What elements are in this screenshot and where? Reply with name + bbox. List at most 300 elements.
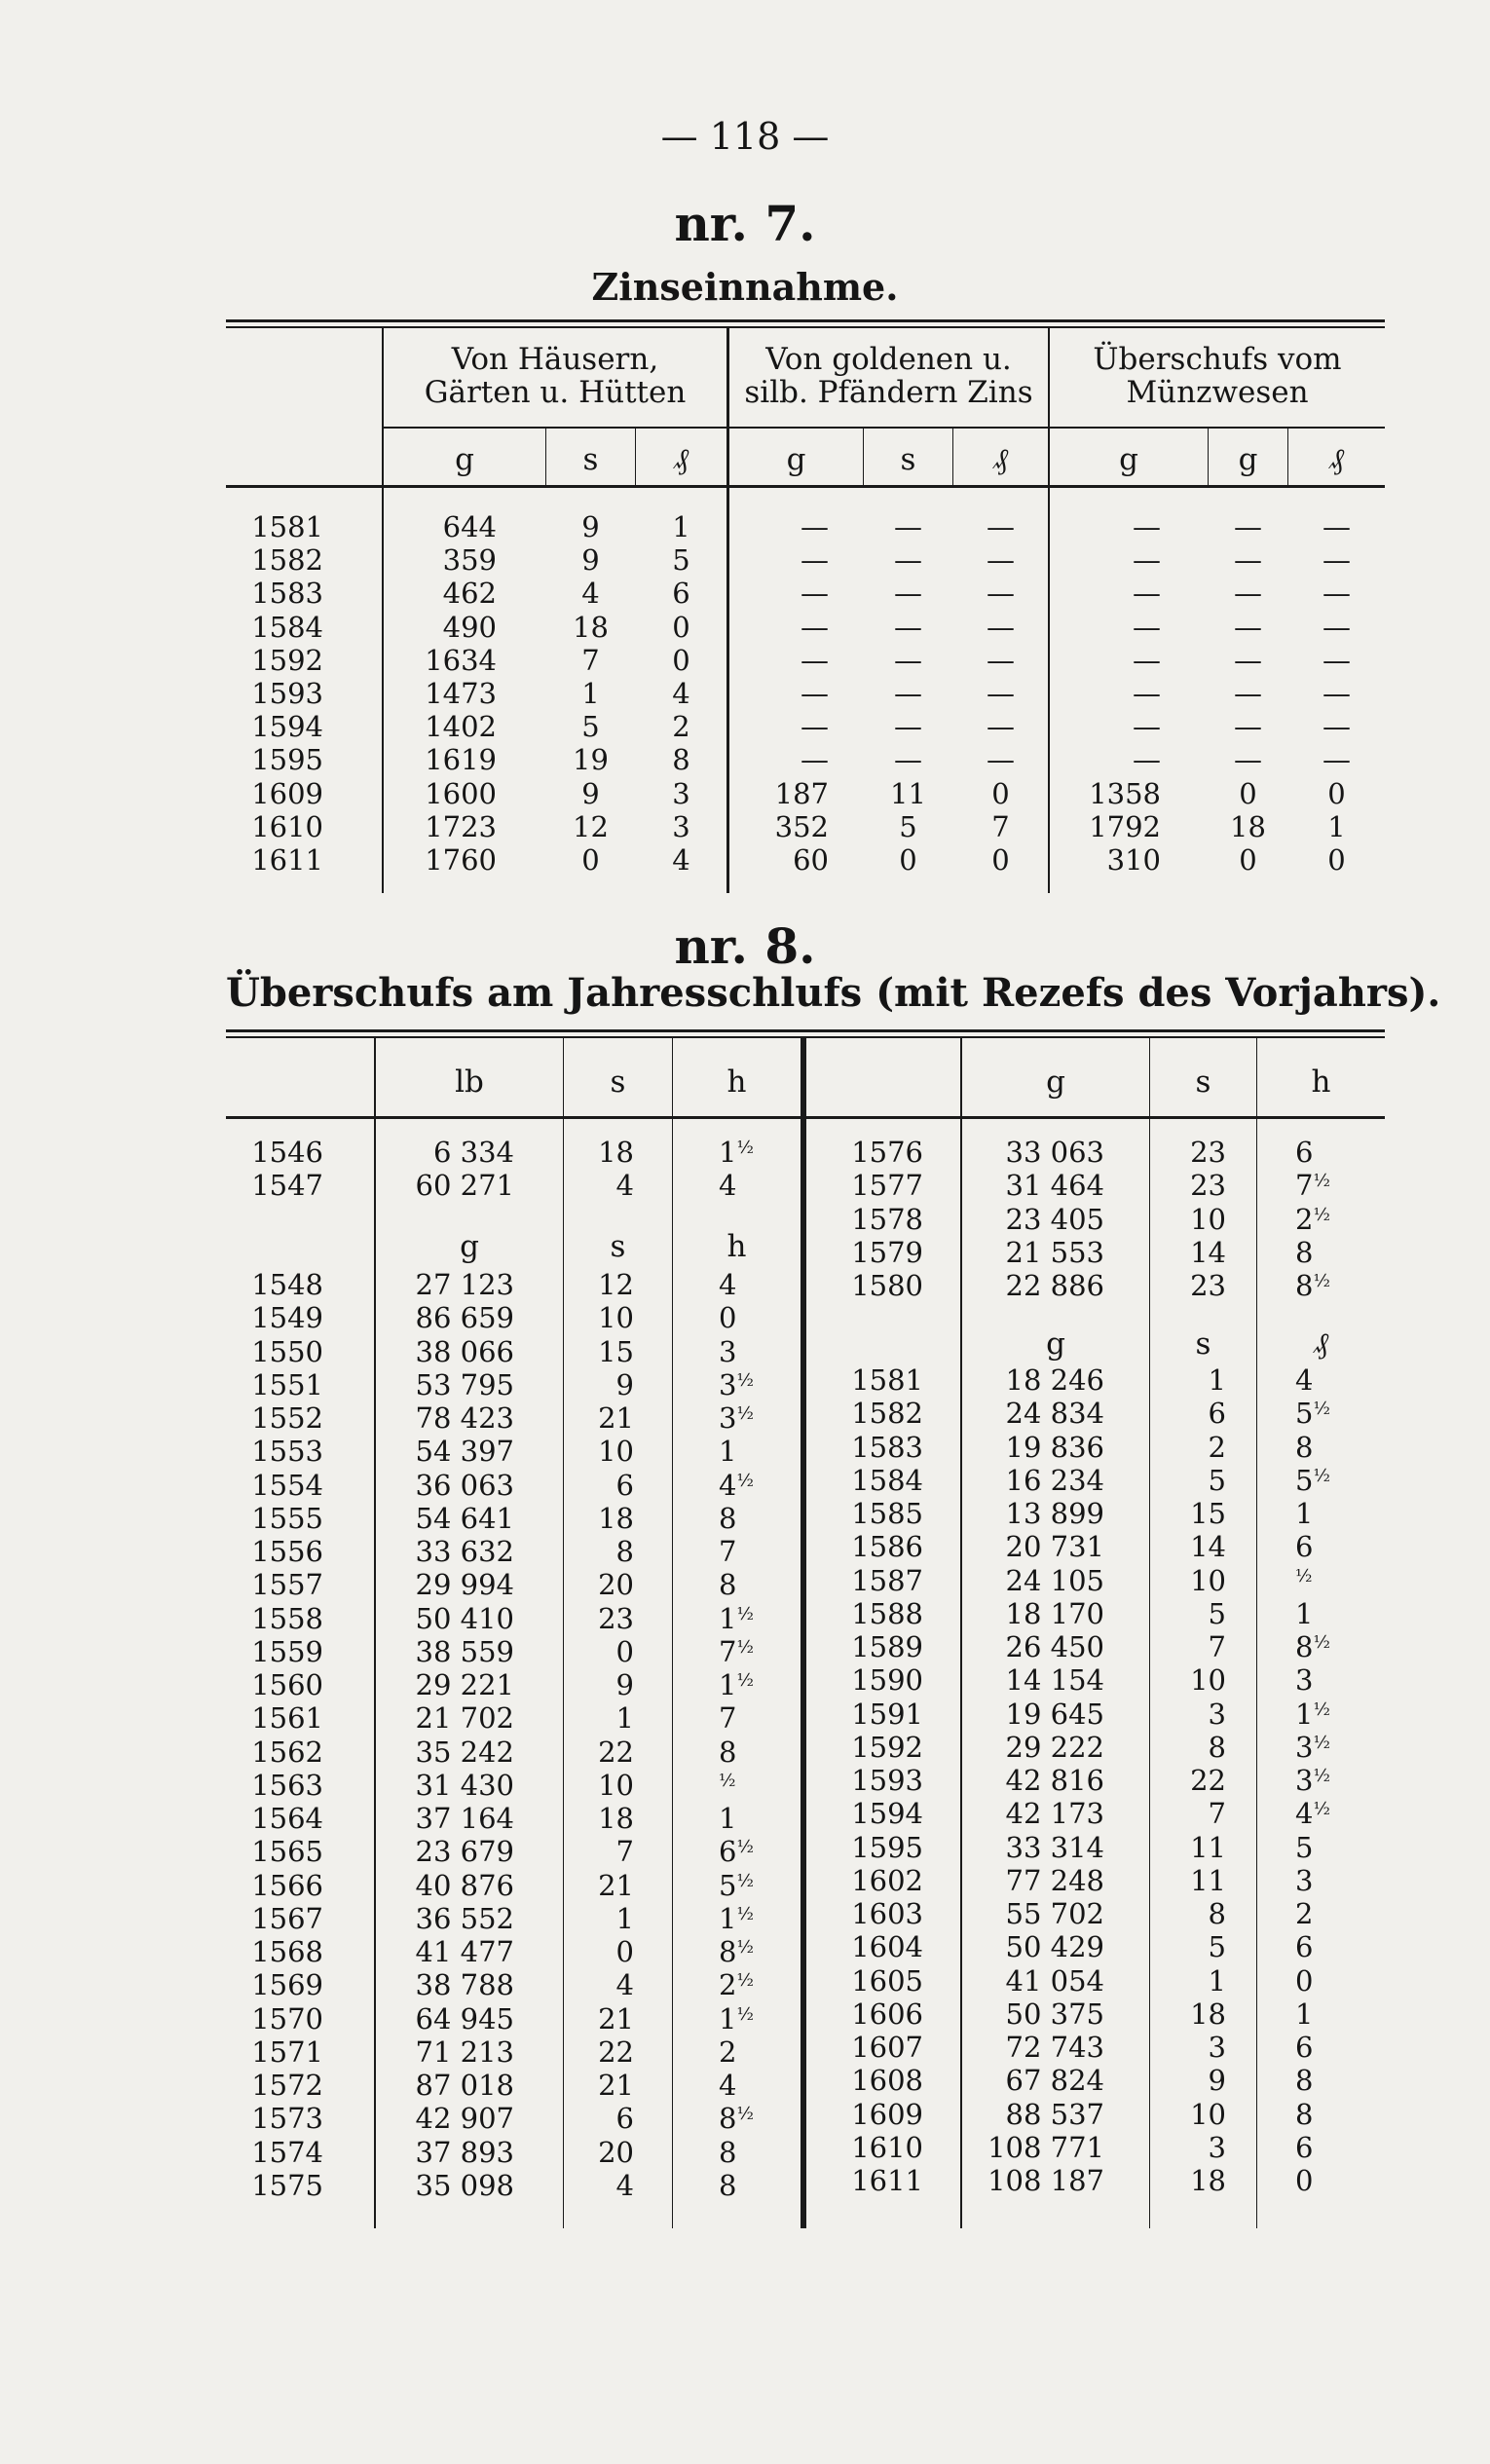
table7-value-cell: — xyxy=(894,610,922,644)
table8-value-cell: 108 771 xyxy=(987,2130,1104,2164)
table8-value-cell: 10 xyxy=(1190,1202,1226,1236)
table8-value-cell xyxy=(719,2035,797,2069)
table8-fraction: ½ xyxy=(736,1970,754,1992)
table7-value-cell: — xyxy=(1322,610,1351,644)
table8-value-cell: 18 246 xyxy=(1005,1363,1104,1397)
table8-year-cell: 1595 xyxy=(851,1830,923,1864)
table8-value-cell: 12 xyxy=(598,1268,634,1301)
table8-year-cell: 1603 xyxy=(851,1897,923,1930)
table7-value-cell: — xyxy=(1133,510,1161,543)
table8-value-cell: 19 836 xyxy=(1005,1430,1104,1464)
table8-year-cell: 1608 xyxy=(851,2064,923,2098)
table8-whole-part: 7 xyxy=(719,1535,737,1568)
table8-whole-part: 7 xyxy=(1295,1169,1314,1203)
table8-value-cell xyxy=(1295,1464,1383,1497)
table8-value-cell: 37 164 xyxy=(415,1802,514,1835)
table7-value-cell: 19 xyxy=(573,743,609,777)
table8-year-cell: 1609 xyxy=(851,2097,923,2131)
table8-value-cell: 21 xyxy=(598,1868,634,1902)
table7-unit-label: g xyxy=(455,442,474,477)
table8-value-cell: 7 xyxy=(1208,1797,1226,1831)
table8-value-cell xyxy=(1295,1831,1383,1864)
table8-value-cell: 14 154 xyxy=(1005,1663,1104,1698)
table7-unit-label: g xyxy=(1119,442,1138,477)
table7-value-cell: 6 xyxy=(672,577,690,611)
table8-value-cell: 38 066 xyxy=(415,1334,514,1368)
table8-year-cell: 1607 xyxy=(851,2031,923,2064)
table8-year-cell: 1581 xyxy=(851,1363,923,1397)
table8-value-cell xyxy=(719,1469,797,1502)
table7-value-cell: 3 xyxy=(672,809,690,843)
table7-year-cell: 1611 xyxy=(251,843,323,877)
table8-year-cell: 1587 xyxy=(851,1563,923,1597)
table8-value-cell: 23 405 xyxy=(1005,1202,1104,1236)
table7-value-cell: — xyxy=(894,743,922,777)
table7-value-cell: — xyxy=(1234,677,1262,710)
table8-value-cell: 4 xyxy=(615,1968,634,2002)
table7-value-cell: 1792 xyxy=(1089,809,1161,843)
table8-value-cell: 31 430 xyxy=(415,1768,514,1802)
table8-whole-part: 6 xyxy=(1295,1930,1314,1964)
table8-fraction: ½ xyxy=(736,1636,754,1658)
table8-value-cell: 6 xyxy=(615,1468,634,1502)
table8-value-cell: 64 945 xyxy=(415,2001,514,2035)
table7-unit-label: g xyxy=(1238,442,1258,477)
table8-mid-unit-label: g xyxy=(1046,1326,1065,1362)
table8-year-cell: 1547 xyxy=(251,1169,323,1203)
table7-value-cell: 359 xyxy=(442,543,497,578)
table8-year-cell: 1560 xyxy=(251,1668,323,1701)
table7-value-cell: — xyxy=(987,577,1015,611)
table8-year-cell: 1564 xyxy=(251,1802,323,1835)
table7-value-cell: — xyxy=(987,610,1015,644)
table7-value-cell: 4 xyxy=(581,577,600,611)
table8-value-cell: 11 xyxy=(1190,1863,1226,1897)
table8-value-cell: 3 xyxy=(1208,1697,1226,1731)
table8-value-cell: 1 xyxy=(1208,1363,1226,1397)
table7-unit-label: s xyxy=(900,442,916,477)
table8-whole-part: 1 xyxy=(719,1136,737,1169)
table7-value-cell: 1 xyxy=(581,677,600,710)
table8-year-cell: 1605 xyxy=(851,1963,923,1997)
table7-title: Zinseinnahme. xyxy=(591,265,899,309)
table7-value-cell: — xyxy=(1133,610,1161,644)
table8-value-cell xyxy=(1295,1397,1383,1430)
table8-value-cell xyxy=(719,1401,797,1435)
table8-value-cell xyxy=(719,2169,797,2202)
table8-fraction: ½ xyxy=(1295,1565,1313,1587)
table8-value-cell: 41 054 xyxy=(1005,1963,1104,1997)
table8-whole-part: 2 xyxy=(719,1968,737,2002)
table7-value-cell: — xyxy=(1234,710,1262,744)
table8-year-cell: 1571 xyxy=(251,2035,323,2069)
table7-value-cell: — xyxy=(1234,510,1262,543)
table8-value-cell xyxy=(719,1802,797,1835)
table8-whole-part: 2 xyxy=(719,2035,737,2069)
table8-value-cell xyxy=(719,2002,797,2035)
table8-whole-part: 8 xyxy=(1295,2097,1314,2131)
table7-value-cell: — xyxy=(894,710,922,744)
table8-value-cell: 20 xyxy=(598,1568,634,1602)
table7-value-cell: — xyxy=(987,710,1015,744)
table8-year-cell: 1577 xyxy=(851,1169,923,1203)
table7-value-cell: — xyxy=(1133,743,1161,777)
table8-whole-part: 1 xyxy=(719,2001,737,2035)
table8-year-cell: 1569 xyxy=(251,1968,323,2002)
table8-value-cell: 15 xyxy=(1190,1497,1226,1530)
table8-value-cell: 0 xyxy=(615,1634,634,1668)
table8-fraction: ½ xyxy=(1313,1799,1330,1820)
table7-unit-label: g xyxy=(786,442,806,477)
table8-value-cell: 11 xyxy=(1190,1830,1226,1864)
table7-value-cell: — xyxy=(1133,543,1161,578)
table8-value-cell xyxy=(719,1502,797,1535)
table8-value-cell: 23 xyxy=(1190,1169,1226,1203)
table7-year-cell: 1595 xyxy=(251,743,323,777)
table8-whole-part: 6 xyxy=(1295,2031,1314,2064)
table7-value-cell: — xyxy=(1234,543,1262,578)
table8-year-cell: 1586 xyxy=(851,1530,923,1564)
table8-fraction: ½ xyxy=(1313,1399,1330,1420)
table7-value-cell: — xyxy=(1234,643,1262,677)
table8-value-cell: 21 xyxy=(598,2069,634,2102)
table8-value-cell: 10 xyxy=(598,1435,634,1469)
table8-whole-part: 1 xyxy=(719,1901,737,1935)
table8-value-cell: 1 xyxy=(615,1901,634,1935)
table8-whole-part: 3 xyxy=(719,1401,737,1435)
table7-value-cell: 310 xyxy=(1106,843,1161,877)
table8-value-cell: 18 xyxy=(1190,1997,1226,2031)
table8-value-cell xyxy=(1295,1731,1383,1764)
table8-value-cell: 50 429 xyxy=(1005,1930,1104,1964)
table7-value-cell: 1402 xyxy=(425,710,497,744)
table8-value-cell: 26 450 xyxy=(1005,1630,1104,1663)
table8-year-cell: 1562 xyxy=(251,1735,323,1769)
table8-whole-part: 5 xyxy=(719,1868,737,1902)
table7-value-cell: 0 xyxy=(899,843,917,877)
table8-whole-part: 8 xyxy=(719,2168,737,2202)
table8-whole-part: 4 xyxy=(1295,1797,1314,1831)
table8-whole-part: 8 xyxy=(719,1935,737,1968)
table7-group-header: Von goldenen u. silb. Pfändern Zins xyxy=(744,342,1033,410)
table7-value-cell: 1 xyxy=(1327,809,1346,843)
table8-unit-label: lb xyxy=(455,1064,484,1100)
table8-whole-part: 1 xyxy=(1295,1596,1314,1630)
table8-value-cell: 23 xyxy=(1190,1136,1226,1169)
table8-year-cell: 1549 xyxy=(251,1301,323,1335)
table8-whole-part: 6 xyxy=(719,1835,737,1869)
table8-value-cell: 87 018 xyxy=(415,2069,514,2102)
table8-value-cell xyxy=(1295,1564,1383,1597)
table8-value-cell: 23 xyxy=(1190,1269,1226,1302)
table8-value-cell: 21 xyxy=(598,1401,634,1435)
table7-top-rule-2 xyxy=(226,326,1385,328)
table8-value-cell xyxy=(719,2136,797,2169)
table8-value-cell xyxy=(719,1136,797,1169)
table8-value-cell xyxy=(1295,2131,1383,2164)
table8-value-cell: 3 xyxy=(1208,2130,1226,2164)
table8-value-cell xyxy=(1295,1698,1383,1731)
table8-value-cell: 37 893 xyxy=(415,2135,514,2169)
table7-number: nr. 7. xyxy=(674,195,816,252)
table8-value-cell: 0 xyxy=(615,1935,634,1968)
table8-whole-part: 1 xyxy=(1295,1697,1314,1731)
table8-value-cell: 9 xyxy=(615,1367,634,1401)
table8-fraction: ½ xyxy=(736,1937,754,1958)
table8-value-cell xyxy=(719,1169,797,1202)
table8-value-cell: 35 242 xyxy=(415,1735,514,1769)
table8-value-cell: 54 641 xyxy=(415,1501,514,1535)
table8-fraction: ½ xyxy=(736,1403,754,1424)
table8-whole-part: 3 xyxy=(1295,1863,1314,1897)
table7-value-cell: 352 xyxy=(774,809,829,843)
table8-value-cell: 8 xyxy=(1208,1730,1226,1764)
table8-value-cell: 22 886 xyxy=(1005,1269,1104,1302)
table7-value-cell: — xyxy=(987,543,1015,578)
table8-fraction: ½ xyxy=(736,1603,754,1624)
table8-year-cell: 1557 xyxy=(251,1568,323,1602)
table8-value-cell: 14 xyxy=(1190,1530,1226,1564)
table8-unit-label: h xyxy=(726,1064,747,1100)
table8-unit-label: g xyxy=(1046,1064,1065,1100)
table8-year-cell: 1548 xyxy=(251,1268,323,1301)
table8-value-cell xyxy=(719,1635,797,1668)
table8-whole-part: 3 xyxy=(1295,1663,1314,1698)
table8-value-cell: 13 899 xyxy=(1005,1497,1104,1530)
table7-value-cell: — xyxy=(894,677,922,710)
table7-value-cell: — xyxy=(801,643,829,677)
table8-value-cell xyxy=(719,1736,797,1769)
table8-value-cell xyxy=(719,2069,797,2102)
table7-value-cell: — xyxy=(987,677,1015,710)
table8-value-cell: 6 xyxy=(615,2102,634,2136)
table8-whole-part: 3 xyxy=(1295,1764,1314,1797)
table8-value-cell: 20 731 xyxy=(1005,1530,1104,1564)
table8-fraction: ½ xyxy=(1313,1732,1330,1753)
table8-value-cell: 33 314 xyxy=(1005,1830,1104,1864)
table8-fraction: ½ xyxy=(736,1903,754,1924)
table8-fraction: ½ xyxy=(1313,1699,1330,1720)
table8-value-cell xyxy=(1295,1497,1383,1530)
table8-whole-part: 0 xyxy=(1295,1963,1314,1997)
table8-year-cell: 1594 xyxy=(851,1797,923,1831)
table8-value-cell xyxy=(719,1435,797,1468)
table8-value-cell: 50 410 xyxy=(415,1601,514,1635)
table8-value-cell xyxy=(1295,1203,1383,1236)
table8-year-cell: 1554 xyxy=(251,1468,323,1502)
table7-value-cell: — xyxy=(894,577,922,611)
table8-value-cell: 36 552 xyxy=(415,1901,514,1935)
table7-value-cell: — xyxy=(801,677,829,710)
table7-value-cell: 1600 xyxy=(425,776,497,810)
table8-value-cell xyxy=(1295,1997,1383,2031)
table8-value-cell: 10 xyxy=(1190,2097,1226,2131)
table8-fraction: ½ xyxy=(736,1138,754,1158)
table8-fraction: ½ xyxy=(736,1870,754,1891)
table8-value-cell xyxy=(1295,2031,1383,2064)
table8-year-cell: 1551 xyxy=(251,1367,323,1401)
table8-unit-label: s xyxy=(610,1064,626,1100)
table8-whole-part: 1 xyxy=(719,1435,737,1469)
table7-value-cell: — xyxy=(801,543,829,578)
table8-value-cell: 22 xyxy=(598,1735,634,1769)
table8-value-cell xyxy=(719,1968,797,2001)
table8-value-cell xyxy=(1295,1530,1383,1563)
table8-value-cell: 24 105 xyxy=(1005,1563,1104,1597)
table7-value-cell: 1619 xyxy=(425,743,497,777)
table8-year-cell: 1592 xyxy=(851,1730,923,1764)
table8-value-cell: 35 098 xyxy=(415,2168,514,2202)
table8-value-cell xyxy=(1295,1136,1383,1169)
table8-whole-part: 8 xyxy=(1295,1430,1314,1464)
table7-value-cell: 0 xyxy=(581,843,600,877)
table8-value-cell xyxy=(719,1935,797,1968)
table8-year-cell: 1555 xyxy=(251,1501,323,1535)
table8-value-cell: 5 xyxy=(1208,1930,1226,1964)
table8-whole-part: 4 xyxy=(719,1468,737,1502)
table8-value-cell xyxy=(1295,1764,1383,1797)
table8-whole-part: 3 xyxy=(719,1334,737,1368)
table8-value-cell: 42 173 xyxy=(1005,1797,1104,1831)
table8-value-cell: 54 397 xyxy=(415,1435,514,1469)
table8-value-cell: 16 234 xyxy=(1005,1463,1104,1497)
table8-value-cell: 22 xyxy=(598,2035,634,2069)
table8-year-cell: 1565 xyxy=(251,1835,323,1869)
table8-whole-part: 8 xyxy=(719,1501,737,1535)
table8-year-cell: 1553 xyxy=(251,1435,323,1469)
table7-value-cell: 2 xyxy=(672,710,690,744)
table7-value-cell: — xyxy=(987,743,1015,777)
table8-value-cell: 19 645 xyxy=(1005,1697,1104,1731)
page-number: — 118 — xyxy=(660,115,830,158)
table8-value-cell xyxy=(719,1368,797,1401)
table8-number: nr. 8. xyxy=(674,917,816,975)
table7-year-cell: 1584 xyxy=(251,610,323,644)
table8-whole-part: 8 xyxy=(1295,1269,1314,1302)
table7-value-cell: — xyxy=(801,510,829,543)
table8-whole-part: 1 xyxy=(719,1601,737,1635)
table8-whole-part: 8 xyxy=(719,1568,737,1602)
table8-mid-unit-label: g xyxy=(460,1229,479,1264)
table8-value-cell: 38 788 xyxy=(415,1968,514,2002)
table8-year-cell: 1570 xyxy=(251,2001,323,2035)
table8-fraction: ½ xyxy=(736,1369,754,1391)
table8-value-cell: 86 659 xyxy=(415,1301,514,1335)
table8-whole-part: 8 xyxy=(1295,2064,1314,2098)
table7-value-cell: 8 xyxy=(672,743,690,777)
table8-fraction: ½ xyxy=(1313,1171,1330,1192)
table8-center-rule xyxy=(801,1038,806,2228)
table7-value-cell: 0 xyxy=(1239,843,1257,877)
table7-group-header: Von Häusern, Gärten u. Hütten xyxy=(424,342,687,410)
table8-year-cell: 1584 xyxy=(851,1463,923,1497)
table8-value-cell xyxy=(1295,2098,1383,2131)
table8-value-cell xyxy=(1295,1169,1383,1202)
table8-whole-part: 5 xyxy=(1295,1463,1314,1497)
table8-value-cell: 40 876 xyxy=(415,1868,514,1902)
table8-value-cell xyxy=(719,1902,797,1935)
table7-value-cell: — xyxy=(1322,643,1351,677)
table8-year-cell: 1576 xyxy=(851,1136,923,1169)
table7-value-cell: 9 xyxy=(581,510,600,543)
table7-value-cell: 9 xyxy=(581,543,600,578)
table7-value-cell: — xyxy=(801,577,829,611)
table8-value-cell xyxy=(1295,1864,1383,1897)
table7-value-cell: 9 xyxy=(581,776,600,810)
table7-value-cell: 4 xyxy=(672,677,690,710)
table7-year-cell: 1593 xyxy=(251,677,323,710)
table8-year-cell: 1574 xyxy=(251,2135,323,2169)
table8-value-cell: 18 xyxy=(598,1136,634,1169)
table8-value-cell xyxy=(1295,1897,1383,1930)
table7-value-cell: 4 xyxy=(672,843,690,877)
table7-value-cell: 490 xyxy=(442,610,497,644)
table8-year-cell: 1580 xyxy=(851,1269,923,1302)
table8-whole-part: 8 xyxy=(1295,1235,1314,1269)
table7-value-cell: 11 xyxy=(890,776,926,810)
table8-value-cell: 9 xyxy=(1208,2064,1226,2098)
table8-value-cell: 9 xyxy=(615,1668,634,1701)
table7-year-cell: 1581 xyxy=(251,510,323,543)
table8-whole-part: 1 xyxy=(719,1668,737,1701)
table8-whole-part: 4 xyxy=(719,2069,737,2102)
table8-year-cell: 1610 xyxy=(851,2130,923,2164)
table8-year-cell: 1563 xyxy=(251,1768,323,1802)
table7-value-cell: — xyxy=(894,643,922,677)
table8-unit-label: h xyxy=(1311,1064,1331,1100)
table8-whole-part: 5 xyxy=(1295,1830,1314,1864)
table8-whole-part: 6 xyxy=(1295,1136,1314,1169)
table8-value-cell: 10 xyxy=(1190,1663,1226,1698)
table8-whole-part: 6 xyxy=(1295,1530,1314,1564)
table8-value-cell xyxy=(1295,1597,1383,1630)
table8-value-cell: 21 553 xyxy=(1005,1235,1104,1269)
table7-value-cell: 0 xyxy=(991,843,1010,877)
table8-fraction: ½ xyxy=(736,1670,754,1691)
table8-value-cell xyxy=(719,1835,797,1868)
table8-whole-part: 0 xyxy=(1295,2164,1314,2197)
table8-value-cell xyxy=(719,1268,797,1301)
table7-unit-label: s xyxy=(582,442,599,477)
table8-whole-part: 8 xyxy=(1295,1630,1314,1663)
table8-value-cell xyxy=(1295,2064,1383,2097)
table8-value-cell xyxy=(719,1335,797,1368)
table8-year-cell: 1593 xyxy=(851,1764,923,1797)
table8-value-cell xyxy=(1295,2164,1383,2197)
table8-year-cell: 1590 xyxy=(851,1663,923,1698)
table7-value-cell: — xyxy=(987,643,1015,677)
table7-value-cell: — xyxy=(1234,743,1262,777)
table7-year-cell: 1592 xyxy=(251,643,323,677)
table8-value-cell: 5 xyxy=(1208,1463,1226,1497)
table8-value-cell: 4 xyxy=(615,1169,634,1203)
table7-value-cell: 5 xyxy=(581,710,600,744)
table7-year-cell: 1609 xyxy=(251,776,323,810)
table7-value-cell: — xyxy=(894,543,922,578)
table8-year-cell: 1556 xyxy=(251,1535,323,1568)
table7-value-cell: 12 xyxy=(573,809,609,843)
table8-value-cell: 42 816 xyxy=(1005,1764,1104,1797)
table8-value-cell: 10 xyxy=(598,1301,634,1335)
table7-value-cell: 644 xyxy=(442,510,497,543)
table8-year-cell: 1566 xyxy=(251,1868,323,1902)
table8-value-cell: 60 271 xyxy=(415,1169,514,1203)
table8-value-cell: 23 xyxy=(598,1601,634,1635)
table7-value-cell: 187 xyxy=(774,776,829,810)
table8-fraction: ½ xyxy=(719,1770,736,1791)
table8-whole-part: 8 xyxy=(719,2135,737,2169)
table7-value-cell: 18 xyxy=(573,610,609,644)
